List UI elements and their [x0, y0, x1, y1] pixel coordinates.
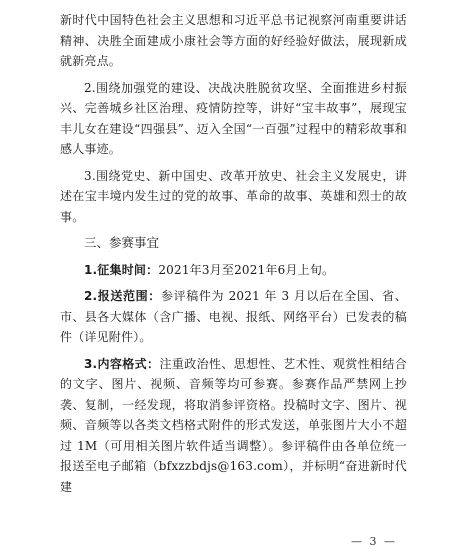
- sub-3-lead: 3.内容格式：: [84, 356, 160, 371]
- sub-1-paragraph: [60, 260, 407, 281]
- item-2-paragraph: 2.围绕加强党的建设、决战决胜脱贫攻坚、全面推进乡村振兴、完善城乡社区治理、疫情防控等，讲好“宝丰故事”，展现宝丰儿女在建设“四强县”、迈入全国“一百强”过程中的精彩故事和感人事迹。: [60, 80, 407, 156]
- page-number: — 3 —: [351, 535, 397, 548]
- intro-tail-paragraph: 新时代中国特色社会主义思想和习近平总书记视察河南重要讲话精神、决胜全面建成小康社会等方面的好经验好做法，展现新成就新亮点。: [60, 13, 407, 68]
- sub-1-body: 2021年3月至2021年6月上旬。: [158, 262, 335, 277]
- sub-3-paragraph: [60, 354, 420, 498]
- section-heading: 三、参赛事宜: [84, 235, 160, 250]
- item-3-paragraph: 3.围绕党史、新中国史、改革开放史、社会主义发展史，讲述在宝丰境内发生过的党的故事、革命的故事、英雄和烈士的故事。: [60, 168, 407, 224]
- sub-2-body: 参评稿件为 2021 年 3 月以后在全国、省、市、县各大媒体（含广播、电视、报纸、网络平台）已发表的稿件（详见附件）。: [60, 289, 408, 344]
- sub-1-lead: 1.征集时间：: [84, 262, 159, 277]
- sub-2-paragraph: [60, 286, 407, 348]
- sub-3-body: 注重政治性、思想性、艺术性、观赏性相结合的文字、图片、视频、音频等均可参赛。参赛作品严禁网上抄袭、复制，一经发现，将取消参评资格。投稿时文字、图片、视频、音频等以各类文档格式附件的形式发送，单张图片大小不超过 1M（可用相关图片软件适当调整）。参评稿件由各单位统一报送至电子邮箱（bfxzzbdjs@163.com），并标明“奋进新时代 建: [60, 356, 420, 494]
- sub-2-lead: 2.报送范围：: [84, 289, 161, 303]
